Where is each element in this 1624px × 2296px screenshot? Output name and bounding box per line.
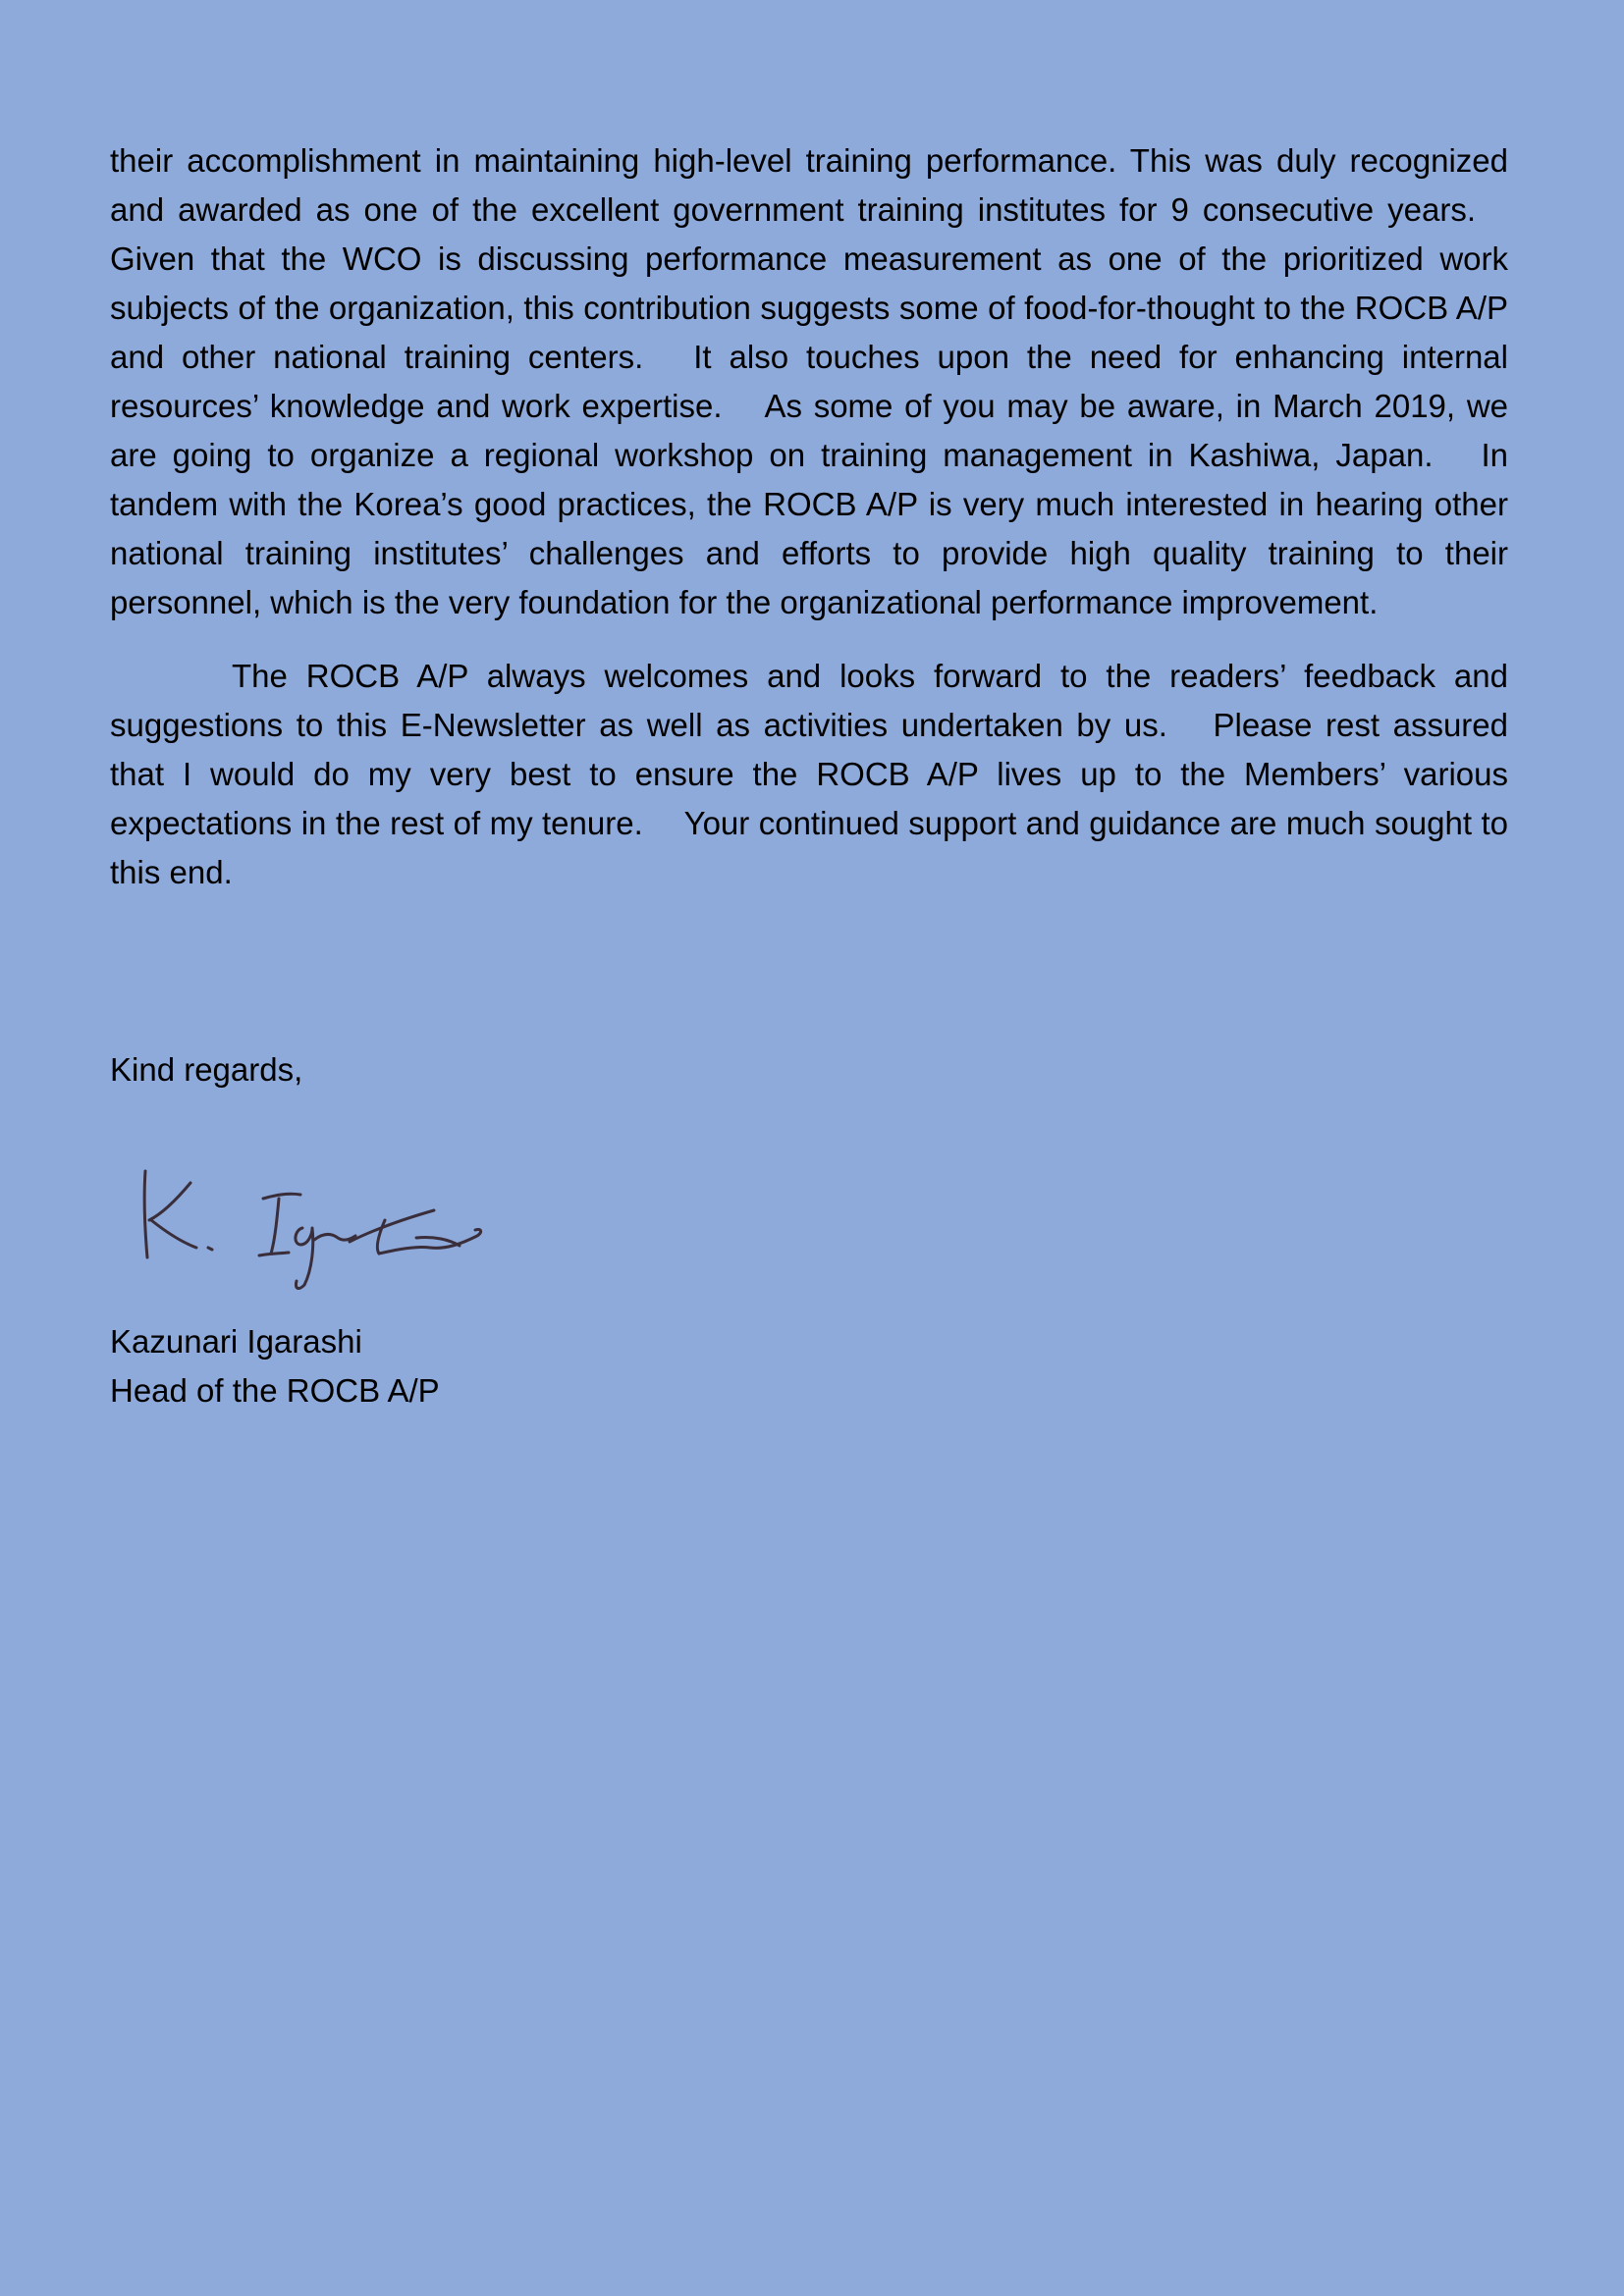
body-paragraph-1: their accomplishment in maintaining high-level training performance. This was duly recognized and awarded as one of the excellent government training institutes for 9 consecutive years. Given that the WCO is discussing performance measurement as one of the prioritized work subjects of the organization, this contribution suggests some of food-for-thought to the ROCB A/P and other national training centers. It also touches upon the need for enhancing internal resources’ knowledge and work expertise. As some of you may be aware, in March 2019, we are going to organize a regional workshop on training management in Kashiwa, Japan. In tandem with the Korea’s good practices, the ROCB A/P is very much interested in hearing other national training institutes’ challenges and efforts to provide high quality training to their personnel, which is the very foundation for the organizational performance improvement. bbox=[110, 142, 1508, 620]
signature-block bbox=[110, 1317, 440, 1415]
body-paragraph-2: The ROCB A/P always welcomes and looks forward to the readers’ feedback and suggestions to this E-Newsletter as well as activities undertaken by us. Please rest assured that I would do my very best to ensure the ROCB A/P lives up to the Members’ various expectations in the rest of my tenure. Your continued support and guidance are much sought to this end. bbox=[110, 658, 1508, 890]
closing-salutation: Kind regards, bbox=[110, 1051, 303, 1088]
letter-body bbox=[110, 136, 1508, 1409]
handwritten-signature bbox=[122, 1151, 514, 1318]
signer-name: Kazunari Igarashi bbox=[110, 1323, 362, 1360]
signer-title: Head of the ROCB A/P bbox=[110, 1372, 440, 1409]
